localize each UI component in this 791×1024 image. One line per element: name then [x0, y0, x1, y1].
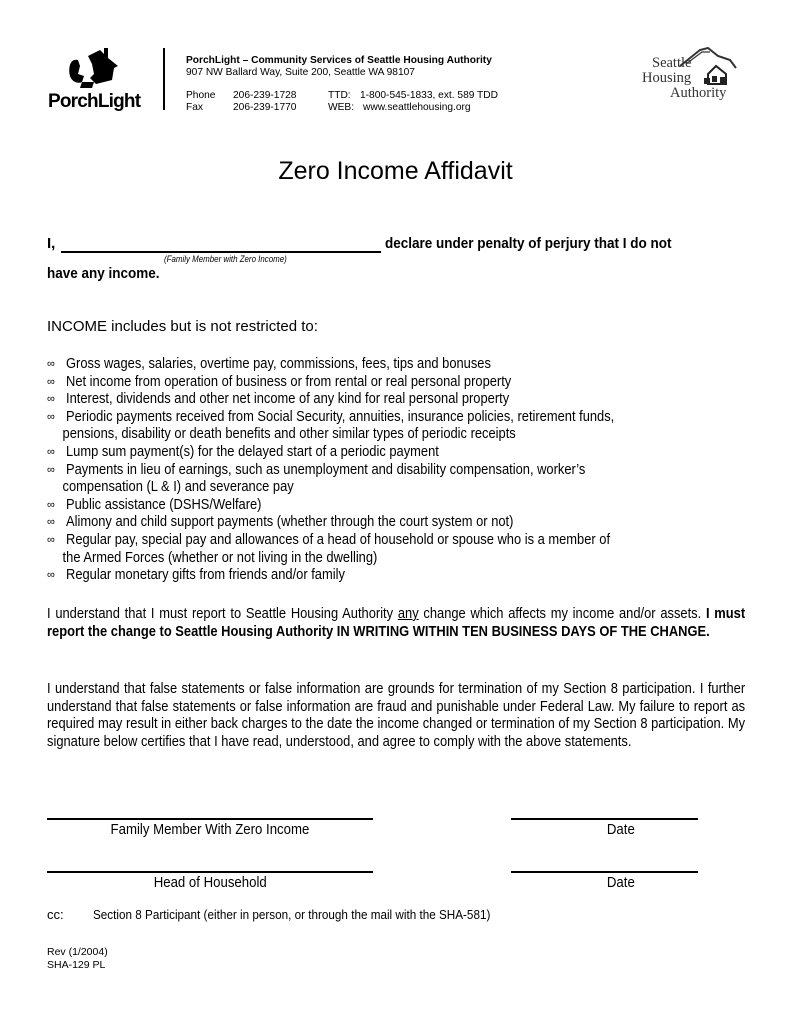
phone-label: Phone [186, 90, 216, 101]
house-hands-icon [48, 48, 148, 92]
income-item: ∞ Net income from operation of business or from rental or real personal property [47, 372, 512, 390]
family-member-signature-label: Family Member With Zero Income [110, 821, 310, 838]
sha-logo-text: Seattle Housing Authority [642, 55, 727, 101]
infinity-bullet-icon: ∞ [47, 533, 55, 546]
form-id: SHA-129 PL [47, 958, 106, 971]
cc-line [47, 907, 535, 922]
org-address: 907 NW Ballard Way, Suite 200, Seattle WA 98107 [186, 67, 415, 78]
web-label: WEB: [328, 102, 355, 113]
family-member-date-line[interactable] [511, 818, 698, 820]
infinity-bullet-icon: ∞ [47, 375, 55, 388]
income-item: ∞ Alimony and child support payments (whether through the court system or not) [47, 513, 514, 531]
declaration-text: declare under penalty of perjury that I do not [385, 235, 672, 252]
declaration-line2: have any income. [47, 265, 160, 282]
family-member-date-label: Date [607, 821, 635, 838]
head-of-household-date-line[interactable] [511, 871, 698, 873]
infinity-bullet-icon: ∞ [47, 358, 55, 370]
head-of-household-date-label: Date [607, 874, 635, 891]
family-member-signature-line[interactable] [47, 818, 373, 820]
income-item: ∞ Public assistance (DSHS/Welfare) [47, 495, 262, 513]
report-change-paragraph: I understand that I must report to Seattle Housing Authority any change which affects my income and/or assets. I must report the change to Seattle Housing Authority IN WRITING WITHIN TEN BUSINESS DAYS OF THE CHANGE. [47, 605, 746, 640]
fax-label: Fax [186, 102, 203, 113]
header-divider [163, 48, 165, 110]
income-list [47, 355, 757, 584]
income-item: ∞ Periodic payments received from Social Security, annuities, insurance policies, retirement funds, pensions, disability or death benefits and other similar types of periodic receipts [47, 407, 615, 443]
declaration-prefix: I, [47, 235, 56, 252]
infinity-bullet-icon: ∞ [47, 445, 55, 458]
infinity-bullet-icon: ∞ [47, 463, 55, 476]
infinity-bullet-icon: ∞ [47, 516, 55, 529]
income-intro: INCOME includes but is not restricted to: [47, 318, 318, 335]
income-item: ∞ Gross wages, salaries, overtime pay, commissions, fees, tips and bonuses [47, 355, 491, 372]
form-footer [47, 946, 108, 971]
income-item: ∞ Interest, dividends and other net income of any kind for real personal property [47, 390, 510, 408]
head-of-household-signature-label: Head of Household [153, 874, 267, 891]
false-statements-paragraph: I understand that false statements or false information are grounds for termination of my Section 8 participation. I further understand that false statements or false information are fraud and punishable under Federal Law. My failure to report as required may result in either back charges to the date the income changed or termination of my Section 8 participation. My signature below certifies that I have read, understood, and agree to comply with the above statements. [47, 680, 746, 750]
income-item: ∞ Lump sum payment(s) for the delayed start of a periodic payment [47, 442, 439, 460]
name-line-caption: (Family Member with Zero Income) [164, 254, 287, 264]
infinity-bullet-icon: ∞ [47, 498, 55, 511]
infinity-bullet-icon: ∞ [47, 410, 55, 423]
name-signature-line[interactable] [61, 251, 381, 253]
income-item: ∞ Regular pay, special pay and allowances of a head of household or spouse who is a member of the Armed Forces (whether or not living in the dwelling) [47, 530, 611, 566]
revision-date: Rev (1/2004) [47, 946, 108, 958]
ttd-number: 1-800-545-1833, ext. 589 TDD [360, 90, 498, 101]
org-name: PorchLight – Community Services of Seattle Housing Authority [186, 55, 492, 66]
cc-label: cc: [47, 907, 64, 922]
infinity-bullet-icon: ∞ [47, 569, 55, 582]
cc-value: Section 8 Participant (either in person, or through the mail with the SHA-581) [93, 907, 491, 922]
page-title: Zero Income Affidavit [278, 157, 513, 185]
ttd-label: TTD: [328, 90, 351, 101]
phone-number: 206-239-1728 [233, 90, 297, 101]
porchlight-wordmark: PorchLight [48, 91, 141, 112]
head-of-household-signature-line[interactable] [47, 871, 373, 873]
income-item: ∞ Payments in lieu of earnings, such as unemployment and disability compensation, worker’s compensation (L & I) and severance pay [47, 460, 586, 496]
web-url[interactable]: www.seattlehousing.org [363, 102, 471, 113]
income-item: ∞ Regular monetary gifts from friends and/or family [47, 566, 345, 584]
fax-number: 206-239-1770 [233, 102, 297, 113]
infinity-bullet-icon: ∞ [47, 393, 55, 406]
